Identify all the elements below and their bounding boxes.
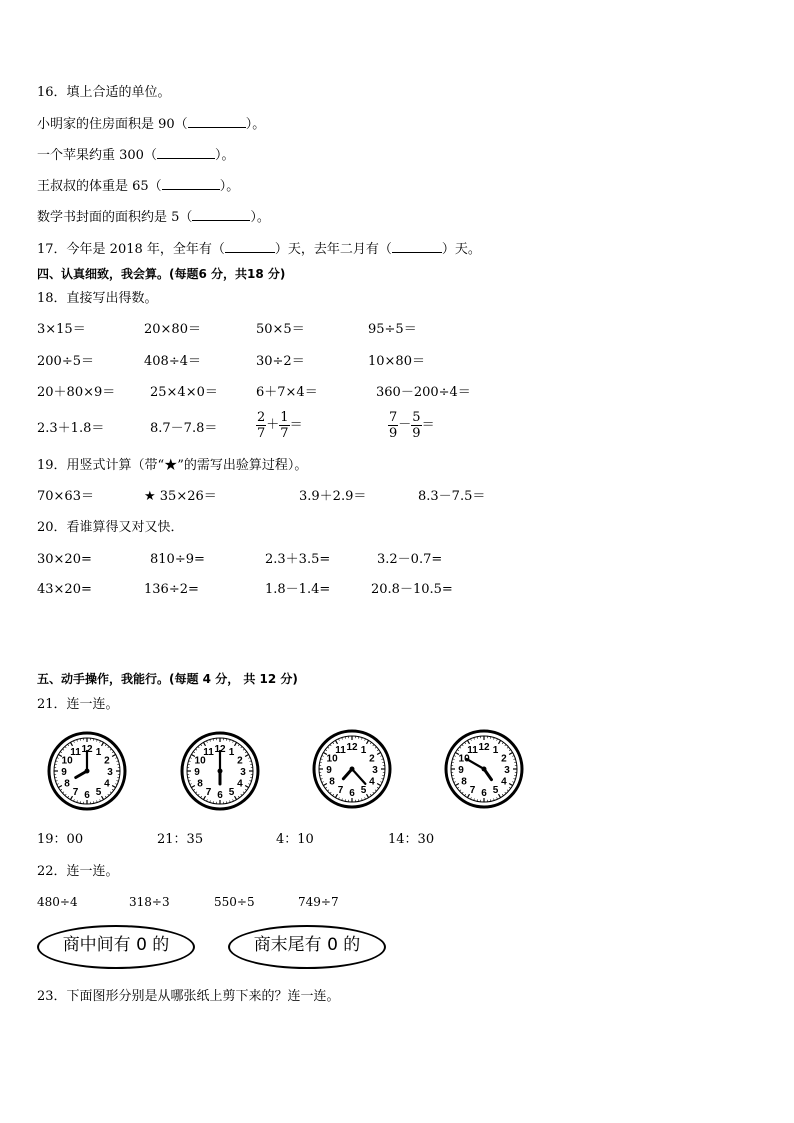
q17-part-2: ）天，去年二月有（: [274, 242, 392, 257]
clock-number: 5: [360, 784, 367, 796]
q21-title: 21．连一连。: [37, 697, 119, 712]
q23-title: 23．下面图形分别是从哪张纸上剪下来的？连一连。: [37, 989, 340, 1004]
clock-number: 3: [504, 765, 510, 776]
q16-item-3: [37, 177, 239, 195]
clock-number: 1: [228, 747, 235, 759]
q19-item-4: 8.3－7.5＝: [418, 489, 486, 504]
numerator: 1: [280, 410, 289, 425]
q18-r4-c2: 8.7－7.8＝: [150, 421, 218, 436]
q19-item-1: 70×63＝: [37, 489, 94, 504]
operator: －: [398, 417, 412, 433]
fraction: [256, 410, 266, 441]
clock-number: 12: [478, 742, 490, 753]
q19-item-3: 3.9＋2.9＝: [299, 489, 367, 504]
equals-sign: ＝: [421, 417, 435, 433]
clock-number: 12: [346, 742, 358, 753]
oval-label: 商中间有 0 的: [62, 934, 170, 955]
clock-number: 2: [104, 755, 110, 767]
clock-center: [482, 767, 487, 772]
q18-fraction-1: [256, 410, 303, 441]
clock-number: 12: [214, 744, 226, 755]
q18-r1-c2: 20×80＝: [144, 322, 201, 337]
clock-number: 11: [70, 747, 81, 759]
clock-number: 8: [197, 778, 203, 790]
clock-number: 7: [469, 784, 476, 796]
denominator: 9: [389, 426, 398, 441]
fraction: [411, 410, 421, 441]
clock-face: [443, 728, 525, 810]
answer-blank[interactable]: [188, 115, 246, 128]
q18-r2-c1: 200÷5＝: [37, 354, 94, 369]
clock-number: 3: [372, 765, 378, 776]
q16-item-4-close: ）。: [250, 210, 270, 225]
fraction: [279, 410, 289, 441]
q21-time-1: 19：00: [37, 832, 84, 847]
clock-center: [218, 769, 223, 774]
equals-sign: ＝: [289, 417, 303, 433]
q18-r3-c1: 20＋80×9＝: [37, 385, 116, 400]
clock-number: 2: [369, 753, 375, 765]
q18-r3-c3: 6＋7×4＝: [256, 385, 318, 400]
oval-label: 商末尾有 0 的: [253, 934, 361, 955]
clock-number: 1: [95, 747, 102, 759]
q17-part-1: 17．今年是 2018 年，全年有（: [37, 242, 225, 257]
numerator: 5: [412, 410, 421, 425]
clock-number: 4: [369, 776, 375, 788]
q16-item-2: [37, 146, 234, 164]
clock-number: 11: [467, 745, 478, 757]
q20-r2-c1: 43×20=: [37, 582, 92, 597]
q21-time-4: 14：30: [388, 832, 435, 847]
clock-number: 7: [205, 786, 212, 798]
q18-r2-c4: 10×80＝: [368, 354, 425, 369]
clock-number: 8: [329, 776, 335, 788]
q18-r2-c2: 408÷4＝: [144, 354, 201, 369]
q21-time-3: 4：10: [276, 832, 314, 847]
oval-quotient-end-zero[interactable]: [228, 925, 386, 969]
q18-r3-c2: 25×4×0＝: [150, 385, 218, 400]
q18-r2-c3: 30÷2＝: [256, 354, 305, 369]
q20-r2-c4: 20.8－10.5=: [371, 582, 453, 597]
q17-line: [37, 240, 481, 258]
q20-r1-c4: 3.2－0.7=: [377, 552, 443, 567]
answer-blank[interactable]: [162, 177, 220, 190]
q16-item-3-text: 王叔叔的体重是 65（: [37, 179, 162, 194]
clock-number: 8: [64, 778, 70, 790]
clock-number: 7: [72, 786, 79, 798]
q22-item-2: 318÷3: [129, 895, 170, 909]
q19-item-2: ★ 35×26＝: [144, 489, 217, 504]
q22-item-4: 749÷7: [298, 895, 339, 909]
q20-r1-c3: 2.3＋3.5=: [265, 552, 331, 567]
clock-number: 5: [492, 784, 499, 796]
clock-number: 3: [240, 767, 246, 778]
q16-item-1-close: ）。: [245, 117, 266, 132]
clock-number: 10: [326, 753, 338, 765]
oval-quotient-middle-zero[interactable]: [37, 925, 195, 969]
q16-item-4-text: 数学书封面的面积约是 5（: [37, 210, 193, 225]
clock-number: 11: [203, 747, 214, 759]
q16-item-4: [37, 208, 270, 226]
clock-number: 5: [228, 786, 235, 798]
clock-number: 5: [95, 786, 102, 798]
clock-number: 9: [458, 765, 464, 776]
clock-number: 6: [349, 788, 355, 799]
q18-r1-c3: 50×5＝: [256, 322, 305, 337]
clock-number: 4: [501, 776, 507, 788]
q22-title: 22．连一连。: [37, 864, 119, 879]
clock-number: 11: [335, 745, 346, 757]
clock-number: 4: [237, 778, 243, 790]
clock-number: 4: [104, 778, 110, 790]
q18-r1-c1: 3×15＝: [37, 322, 86, 337]
clock-number: 3: [107, 767, 113, 778]
fraction: [388, 410, 398, 441]
clock-number: 10: [458, 753, 470, 765]
q20-r2-c2: 136÷2=: [144, 582, 199, 597]
clock-number: 8: [461, 776, 467, 788]
q18-r1-c4: 95÷5＝: [368, 322, 417, 337]
clock-number: 2: [237, 755, 243, 767]
clock-center: [350, 767, 355, 772]
q16-item-2-close: ）。: [214, 148, 235, 163]
clock-number: 2: [501, 753, 507, 765]
denominator: 9: [412, 426, 421, 441]
q19-title: 19．用竖式计算（带“★”的需写出验算过程）。: [37, 458, 308, 473]
clock-center: [85, 769, 90, 774]
clock-number: 12: [81, 744, 93, 755]
q20-title: 20．看谁算得又对又快．: [37, 520, 184, 535]
clock-number: 10: [194, 755, 206, 767]
clock-number: 1: [492, 745, 499, 757]
q20-r2-c3: 1.8－1.4=: [265, 582, 331, 597]
clock-face: [179, 730, 261, 812]
q21-time-2: 21：35: [157, 832, 204, 847]
q22-item-3: 550÷5: [214, 895, 255, 909]
denominator: 7: [280, 426, 289, 441]
clock-face: [46, 730, 128, 812]
clock-number: 9: [61, 767, 67, 778]
clock-number: 6: [84, 790, 90, 801]
clock-number: 7: [337, 784, 344, 796]
q18-title: 18．直接写出得数。: [37, 291, 158, 306]
q18-r3-c4: 360－200÷4＝: [376, 385, 471, 400]
q18-fraction-2: [388, 410, 435, 441]
clock-number: 9: [194, 767, 200, 778]
clock-number: 1: [360, 745, 367, 757]
q16-item-3-close: ）。: [219, 179, 240, 194]
numerator: 2: [257, 410, 266, 425]
clock-number: 6: [217, 790, 223, 801]
q18-r4-c1: 2.3＋1.8＝: [37, 421, 105, 436]
q20-r1-c2: 810÷9=: [150, 552, 205, 567]
q16-item-2-text: 一个苹果约重 300（: [37, 148, 157, 163]
q20-r1-c1: 30×20=: [37, 552, 92, 567]
q16-item-1-text: 小明家的住房面积是 90（: [37, 117, 188, 132]
q17-part-3: ）天。: [441, 242, 481, 257]
answer-blank[interactable]: [225, 240, 275, 253]
answer-blank[interactable]: [392, 240, 442, 253]
section-5-title: 五、动手操作，我能行。(每题 4 分， 共 12 分): [37, 672, 298, 686]
answer-blank[interactable]: [192, 208, 250, 221]
numerator: 7: [389, 410, 398, 425]
q16-title: 16．填上合适的单位。: [37, 85, 171, 100]
section-4-title: 四、认真细致，我会算。(每题6 分，共18 分): [37, 267, 286, 281]
clock-number: 6: [481, 788, 487, 799]
clock-number: 9: [326, 765, 332, 776]
clock-face: [311, 728, 393, 810]
answer-blank[interactable]: [157, 146, 215, 159]
clock-number: 10: [61, 755, 73, 767]
q22-item-1: 480÷4: [37, 895, 78, 909]
operator: ＋: [266, 417, 280, 433]
denominator: 7: [257, 426, 266, 441]
q16-item-1: [37, 115, 265, 133]
